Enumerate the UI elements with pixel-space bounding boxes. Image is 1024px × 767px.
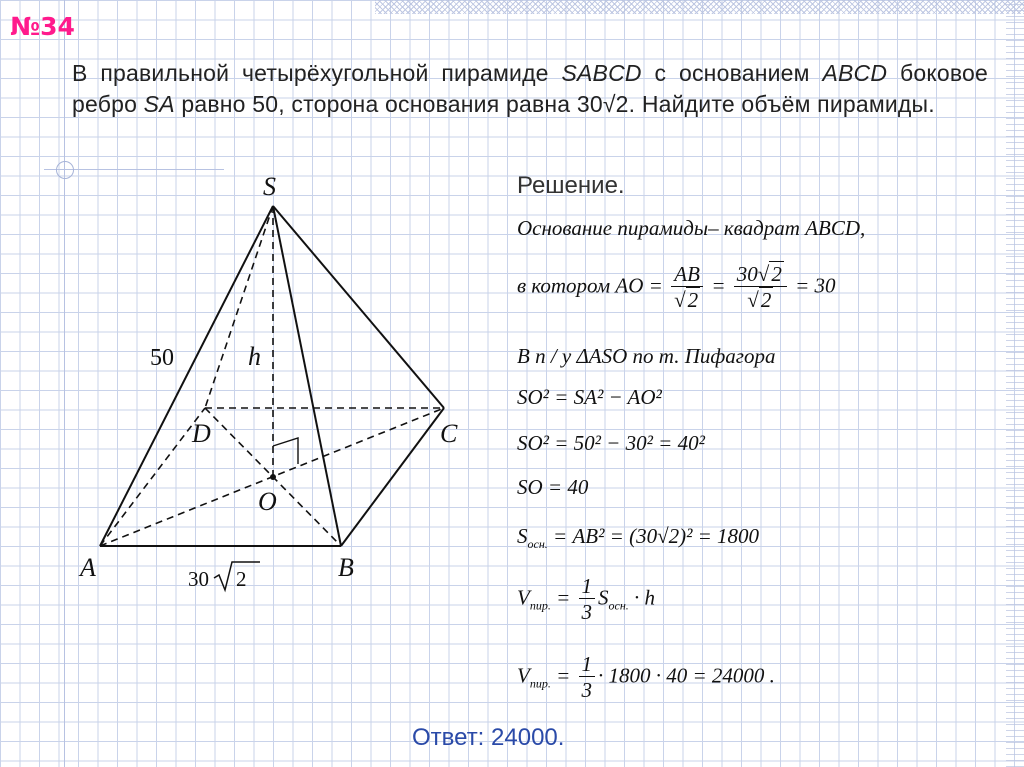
solution-line-8: $V_{пир.}$ = $\frac{1}{3}$ $S_{осн.} \cdot h$ (517, 574, 656, 624)
fraction-numerator: AB (671, 262, 703, 287)
problem-text-3: боковое ребро (72, 60, 988, 117)
line2-prefix: в котором AO = (517, 273, 663, 298)
label-D: D (192, 419, 211, 448)
problem-base-name: ABCD (822, 60, 888, 86)
fraction-denominator: 2 (687, 288, 699, 312)
label-B: B (338, 553, 354, 582)
fraction-one-third-final: $\frac{1}{3}$ (579, 652, 596, 703)
label-h: h (248, 342, 261, 371)
fraction-ab-over-root2: $\frac{AB}{√2}$ (671, 262, 703, 313)
label-S: S (263, 172, 276, 201)
edge-SA (100, 206, 273, 546)
label-O: O (258, 487, 277, 516)
edge-SC (273, 206, 444, 408)
solution-title: Решение. (517, 172, 625, 199)
problem-text-4: равно 50, сторона основания равна 30√2. Найдите объём пирамиды. (174, 91, 935, 117)
label-edge-length: 50 (150, 345, 174, 371)
problem-text-1: В правильной четырёхугольной пирамиде (72, 60, 562, 86)
solution-line-2: в котором AO = $\frac{AB}{√2}$ = $\frac{30√2}{√2}$ = 30 (517, 262, 836, 312)
label-side-rad: 2 (236, 567, 247, 591)
line2-result: = 30 (795, 273, 836, 298)
label-C: C (440, 419, 458, 448)
label-A: A (80, 553, 96, 582)
solution-line-7: $S_{осн.} = AB^2 = (30√2)^2 = 1800$ (517, 524, 760, 552)
decorative-right-strip (1006, 0, 1024, 767)
solution-line-4: SO² = SA² − AO² (517, 385, 662, 409)
numerator-rad: 2 (771, 262, 782, 286)
denominator-rad: 2 (760, 288, 772, 312)
right-angle-mark (273, 438, 298, 464)
problem-text-2: с основанием (641, 60, 823, 86)
answer-text: Ответ: 24000. (412, 724, 565, 751)
edge-SD (205, 206, 273, 408)
edge-SB (273, 206, 341, 546)
solution-line-6: SO = 40 (517, 475, 589, 499)
solution-line-9: $V_{пир.}$ = $\frac{1}{3}$ · 1800 · 40 = 24000 . (517, 652, 775, 702)
problem-number: №34 (10, 12, 75, 41)
fraction-value-over-root2: $\frac{30√2}{√2}$ (734, 262, 787, 313)
edge-AD (100, 408, 205, 546)
fraction-one-third: $\frac{1}{3}$ (579, 574, 596, 625)
problem-pyramid-name: SABCD (561, 60, 642, 86)
label-side-coef: 30 (188, 567, 209, 591)
squared-expression: (30√2)² (629, 524, 693, 548)
problem-edge-name: SA (143, 91, 175, 117)
numerator-coef: 30 (736, 262, 758, 286)
solution-line-1: Основание пирамиды– квадрат ABCD, (517, 216, 866, 240)
point-O (270, 474, 276, 480)
solution-line-5: SO² = 50² − 30² = 40² (517, 431, 705, 455)
solution-line-3: В п / у ΔASO по т. Пифагора (517, 344, 776, 368)
